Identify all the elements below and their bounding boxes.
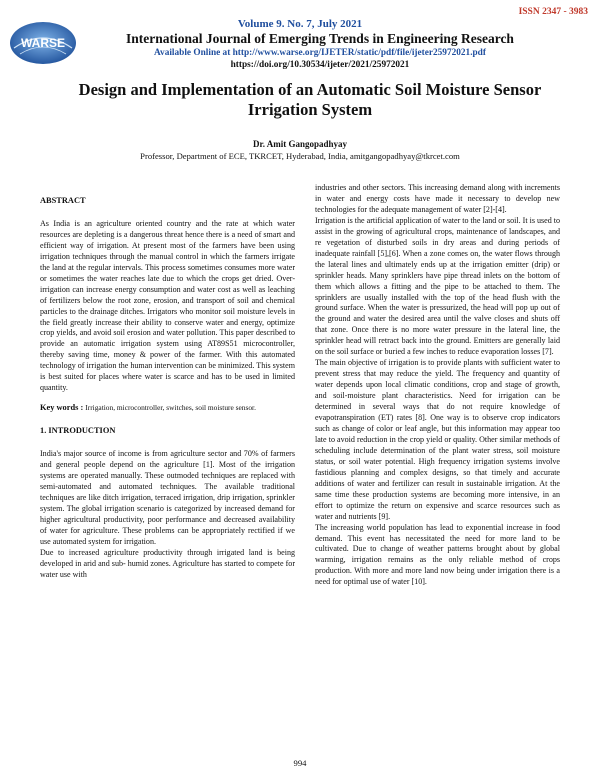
volume-line: Volume 9. No. 7, July 2021 [237, 18, 363, 30]
abstract-text: As India is an agriculture oriented country and the rate at which water resources are depleting is a dangerous threat hence there is a need of smart and efficient way of irrigation. At present most of the farmers have been using irrigation techniques through the manual control in which the farmers irrigate the land at the regular intervals. This process sometimes consumes more water or sometimes the water reaches late due to which the crops get dried. Over-irrigation can increase energy consumption and water cost as well as leaching of fertilizers below the root zone, erosion, and transport of soil and chemical particles to the drainage ditches. Irrigators who monitor soil moisture levels in the field greatly increase their ability to conserve water and energy, optimize crop yields, and avoid soil erosion and water pollution. This paper described to provide an automatic irrigation system using AT89S51 microcontroller, thereby saving time, money & power of the farmer. With this automated technology of irrigation the human intervention can be minimized. This system is best suited for places where water is scarce and has to be used in limited quantity. [40, 218, 295, 393]
keywords-text: Irrigation, microcontroller, switches, soil moisture sensor. [85, 403, 256, 413]
doi-link[interactable]: https://doi.org/10.30534/ijeter/2021/25972021 [230, 60, 410, 70]
intro-paragraph-2: Due to increased agriculture productivity through irrigated land is being developed in arid and sub- humid zones. Agriculture has started to compete for water use with [40, 547, 295, 579]
right-paragraph-3: The main objective of irrigation is to provide plants with sufficient water to prevent stress that may reduce the yield. The frequency and quantity of water depends upon local climatic conditions, crop and stage of growth, and soil-moisture plant characteristics. Need for irrigation can be determined in several ways that do not require knowledge of evapotranspiration (ET) rates [8]. One way is to observe crop indicators such as change of color or leaf angle, but this information may appear too late to avoid reduction in the crop yield or quality. Other similar methods of scheduling include determination of the plant water stress, soil moisture status, or soil water potential. High frequency irrigation systems involve fastidious planning and complex designs, so that timely and accurate additions of water and fertilizer can result in sustainable irrigation. At the same time these production systems are becoming more intensive, in an effort to optimize the return on expensive and scarce resources such as water and nutrients [9]. [315, 358, 560, 521]
available-online-link[interactable]: Available Online at http://www.warse.org/IJETER/static/pdf/file/ijeter25972021.pdf [154, 48, 486, 58]
right-paragraph-1: industries and other sectors. This increasing demand along with increments in water and energy costs have made it necessary to develop new technologies for the adequate management of water [2]-[4]. [315, 183, 560, 214]
issn-label: ISSN 2347 - 3983 [518, 7, 588, 17]
left-column [40, 196, 295, 581]
right-paragraph-4: The increasing world population has lead to exponential increase in food demand. This event has necessitated the need for more land to be cultivated. Due to change of weather patterns brought about by global warming, irrigation remains as the only reliable method of crops production. With more and more land now being under irrigation there is a need for optimal use of water [10]. [315, 522, 560, 587]
keywords-label: Key words : [40, 403, 84, 413]
intro-paragraph-1: India's major source of income is from agriculture sector and 70% of farmers and general people depend on the agriculture [1]. Most of the irrigation systems are operated manually. These outmoded techniques are replaced with semi-automated and automated techniques. The available traditional techniques are like ditch irrigation, terraced irrigation, drip irrigation, sprinkler system. The global irrigation scenario is categorized by increased demand for higher agricultural productivity, poor performance and decreased availability of water for agriculture. These problems can be appropriately rectified if we use automated system for irrigation. [40, 449, 295, 546]
right-paragraph-2: Irrigation is the artificial application of water to the land or soil. It is used to assist in the growing of agricultural crops, maintenance of landscapes, and re vegetation of disturbed soils in dry areas and during periods of inadequate rainfall [5],[6]. When a zone comes on, the water flows through the lateral lines and ultimately ends up at the irrigation emitter (drip) or sprinkler heads. Many sprinklers have pipe thread inlets on the bottom of them which allows a fitting and the pipe to be attached to them. The sprinklers are usually installed with the top of the head flush with the ground surface. When the water is pressurized, the head will pop up out of the ground and water the desired area until the valve closes and shuts off that zone. Once there is no more water pressure in the lateral line, the sprinkler head will retract back into the ground. Emitters are generally laid on the soil surface or buried a few inches to reduce evaporation losses [7]. [315, 215, 560, 357]
right-column [315, 183, 560, 588]
author-affiliation: Professor, Department of ECE, TKRCET, Hyderabad, India, amitgangopadhyay@tkrcet.com [140, 151, 460, 161]
author-name: Dr. Amit Gangopadhyay [253, 139, 347, 149]
page-number: 994 [293, 758, 307, 768]
paper-title: Design and Implementation of an Automatic Soil Moisture Sensor Irrigation System [78, 80, 542, 119]
keywords [40, 403, 295, 414]
introduction-heading: 1. INTRODUCTION [40, 426, 116, 436]
journal-name: International Journal of Emerging Trends in Engineering Research [126, 31, 514, 46]
logo-text: WARSE [20, 36, 66, 50]
abstract-heading: ABSTRACT [40, 196, 86, 205]
